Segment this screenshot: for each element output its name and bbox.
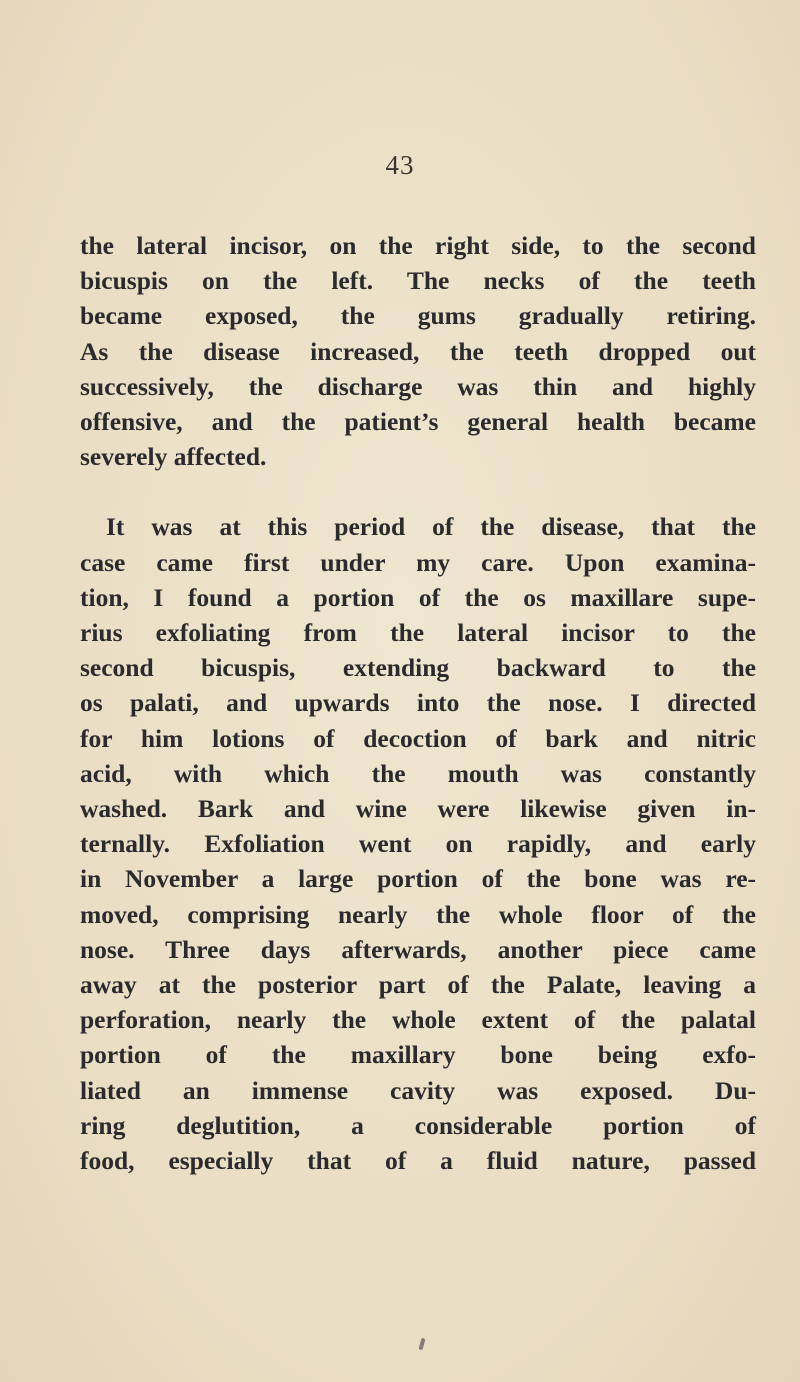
text-line: os palati, and upwards into the nose. I directed: [80, 688, 756, 718]
text-line: case came first under my care. Upon examina-: [80, 547, 756, 577]
text-line: in November a large portion of the bone was re-: [80, 864, 756, 894]
body-text: [80, 228, 756, 1178]
text-line: It was at this period of the disease, that the: [106, 512, 756, 542]
paragraph-2: [80, 509, 756, 1178]
text-line: perforation, nearly the whole extent of the palatal: [80, 1005, 756, 1035]
text-line: away at the posterior part of the Palate, leaving a: [80, 970, 756, 1000]
text-line: washed. Bark and wine were likewise given in-: [80, 794, 756, 824]
text-line: liated an immense cavity was exposed. Du-: [80, 1075, 756, 1105]
text-line: As the disease increased, the teeth dropped out: [80, 336, 756, 366]
paragraph-1: [80, 228, 756, 474]
text-line: acid, with which the mouth was constantly: [80, 758, 756, 788]
text-line: the lateral incisor, on the right side, to the second: [80, 231, 756, 260]
text-line: severely affected.: [80, 442, 267, 472]
text-line: ternally. Exfoliation went on rapidly, and early: [80, 829, 756, 859]
text-line: offensive, and the patient’s general health became: [80, 407, 756, 437]
text-line: for him lotions of decoction of bark and nitric: [80, 723, 756, 753]
ink-mark: [419, 1338, 426, 1351]
text-line: ring deglutition, a considerable portion of: [80, 1110, 756, 1140]
text-line: moved, comprising nearly the whole floor of the: [80, 899, 756, 929]
text-line: portion of the maxillary bone being exfo-: [80, 1040, 756, 1070]
text-line: tion, I found a portion of the os maxillare supe-: [80, 582, 756, 612]
text-line: food, especially that of a fluid nature, passed: [80, 1146, 756, 1176]
text-line: rius exfoliating from the lateral incisor to the: [80, 618, 756, 648]
text-line: bicuspis on the left. The necks of the teeth: [80, 266, 756, 296]
page-number: 43: [385, 150, 415, 180]
text-line: nose. Three days afterwards, another piece came: [80, 934, 756, 964]
text-line: became exposed, the gums gradually retiring.: [80, 301, 756, 331]
text-line: successively, the discharge was thin and highly: [80, 371, 756, 401]
text-line: second bicuspis, extending backward to the: [80, 653, 756, 683]
